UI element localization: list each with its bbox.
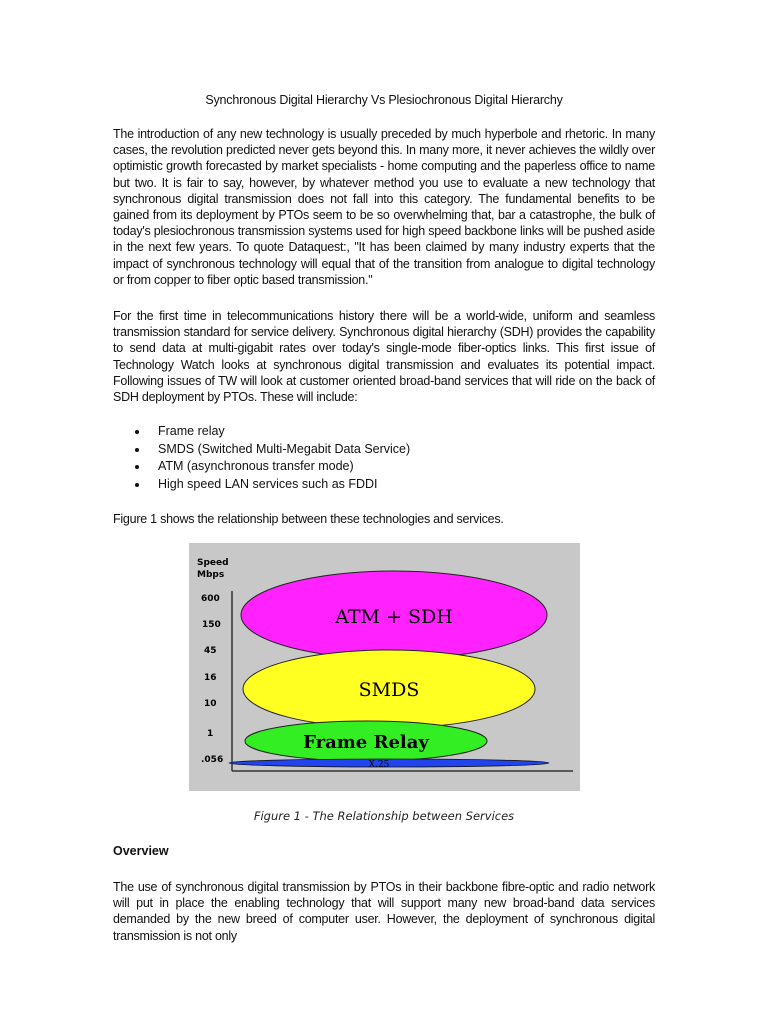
sdh-paragraph: For the first time in telecommunications history there will be a world-wide, uniform and seamless transmission standard for service delivery. Synchronous digital hierarchy (SDH) provides the capability to send data at multi-gigabit rates over today's single-mode fiber-optics links. This first issue of Technology Watch looks at synchronous digital transmission and evaluates its potential impact. Following issues of TW will look at customer oriented broad-band services that will ride on the back of SDH deployment by PTOs. These will include: bbox=[113, 309, 655, 405]
x25-label: X.25 bbox=[368, 760, 390, 770]
list-item: High speed LAN services such as FDDI bbox=[133, 476, 410, 494]
intro-paragraph: The introduction of any new technology is usually preceded by much hyperbole and rhetoric. In many cases, the revolution predicted never gets beyond this. In many more, it never achieves the wildly over optimistic growth forecasted by market specialists - home computing and the paperless office to name but two. It is fair to say, however, by whatever method you use to evaluate a new technology that synchronous digital transmission does not fall into this category. The fundamental benefits to be gained from its deployment by PTOs seem to be so overwhelming that, bar a catastrophe, the bulk of today's plesiochronous transmission systems used for high speed backbone links will be pushed aside in the next few years. To quote Dataquest:, "It has been claimed by many industry experts that the impact of synchronous technology will equal that of the transition from analogue to digital technology or from copper to fiber optic based transmission." bbox=[113, 127, 655, 287]
document-title: Synchronous Digital Hierarchy Vs Plesiochronous Digital Hierarchy bbox=[205, 93, 563, 107]
tick-label: .056 bbox=[201, 755, 224, 765]
axis-title-mbps: Mbps bbox=[197, 570, 225, 580]
services-list bbox=[133, 423, 410, 493]
services-figure bbox=[189, 543, 580, 791]
figure-reference-paragraph: Figure 1 shows the relationship between these technologies and services. bbox=[113, 512, 504, 526]
atm-sdh-label: ATM + SDH bbox=[335, 606, 453, 628]
tick-label: 10 bbox=[204, 699, 217, 709]
frame-relay-label: Frame Relay bbox=[303, 732, 429, 753]
overview-paragraph: The use of synchronous digital transmission by PTOs in their backbone fibre-optic and radio network will put in place the enabling technology that will support many new broad-band data services demanded by the new breed of computer user. However, the deployment of synchronous digital transmission is not only bbox=[113, 880, 655, 943]
section-heading: Overview bbox=[113, 844, 169, 858]
tick-label: 600 bbox=[201, 594, 220, 604]
tick-label: 1 bbox=[207, 729, 214, 739]
tick-label: 45 bbox=[204, 646, 217, 656]
tick-label: 16 bbox=[204, 673, 217, 683]
axis-title-speed: Speed bbox=[197, 558, 229, 568]
figure-caption: Figure 1 - The Relationship between Services bbox=[253, 809, 515, 823]
smds-label: SMDS bbox=[358, 679, 420, 701]
tick-label: 150 bbox=[202, 620, 221, 630]
list-item: Frame relay bbox=[133, 423, 410, 441]
list-item: SMDS (Switched Multi-Megabit Data Service) bbox=[133, 441, 410, 459]
services-diagram bbox=[189, 543, 580, 791]
list-item: ATM (asynchronous transfer mode) bbox=[133, 458, 410, 476]
